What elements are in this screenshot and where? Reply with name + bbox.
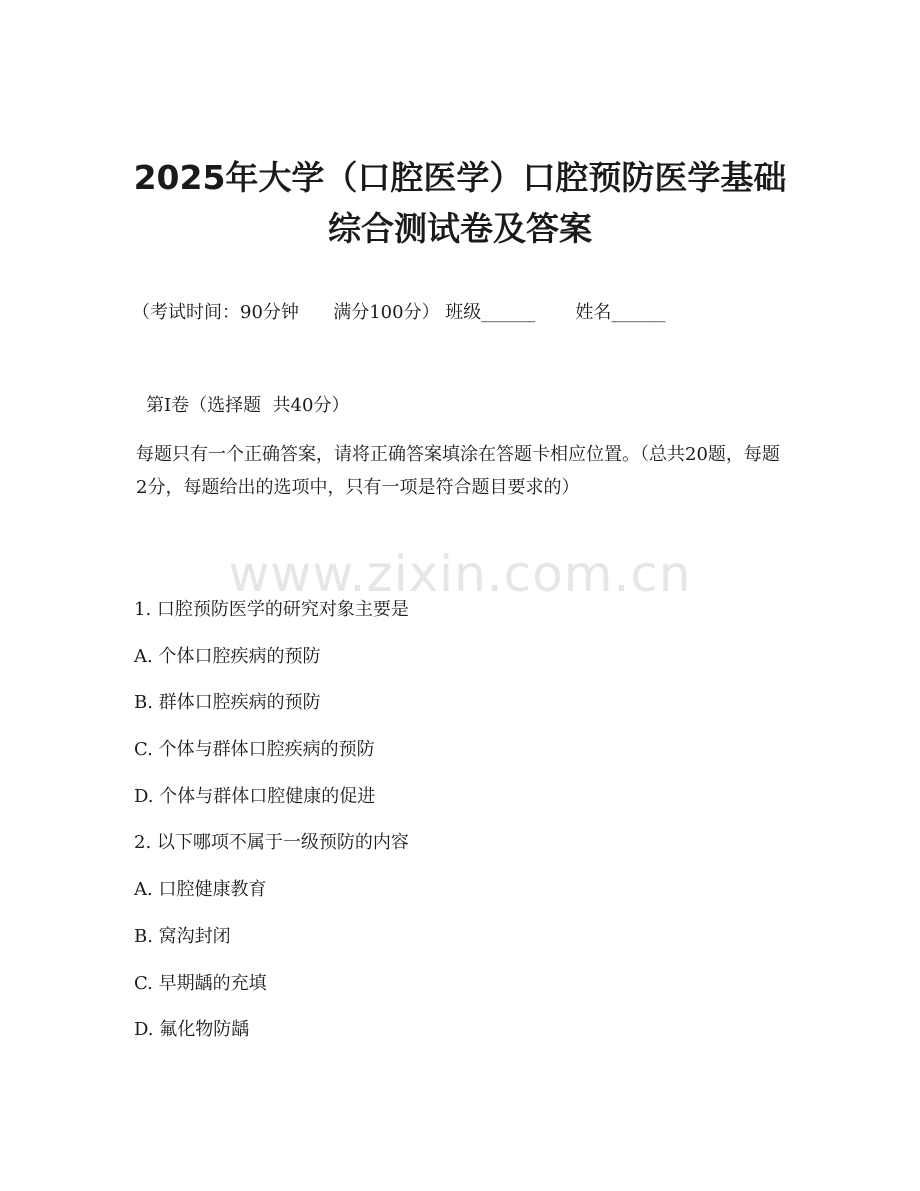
section-heading: 第I卷（选择题 共40分） <box>146 395 350 416</box>
question-1-option-c: C. 个体与群体口腔疾病的预防 <box>134 739 375 761</box>
question-2-option-d: D. 氟化物防龋 <box>134 1019 250 1041</box>
question-2-option-c: C. 早期龋的充填 <box>134 972 267 994</box>
watermark: www.zixin.com.cn <box>228 545 692 603</box>
instruction-text: 每题只有一个正确答案，请将正确答案填涂在答题卡相应位置。（总共20题，每题2分，每题给出的选项中，只有一项是符合题目要求的） <box>136 444 780 498</box>
question-1-option-d: D. 个体与群体口腔健康的促进 <box>134 785 376 807</box>
page-title-line-2: 综合测试卷及答案 <box>328 209 592 248</box>
question-2-stem: 2. 以下哪项不属于一级预防的内容 <box>134 832 409 854</box>
question-1-stem: 1. 口腔预防医学的研究对象主要是 <box>134 599 409 620</box>
question-2-option-a: A. 口腔健康教育 <box>134 879 267 901</box>
exam-info: （考试时间：90分钟 满分100分） 班级______ 姓名______ <box>132 302 666 323</box>
question-list <box>134 597 409 1064</box>
question-1-option-b: B. 群体口腔疾病的预防 <box>134 692 321 714</box>
question-1-option-a: A. 个体口腔疾病的预防 <box>134 645 321 667</box>
question-2-option-b: B. 窝沟封闭 <box>134 925 231 947</box>
page-title-line-1: 2025年大学（口腔医学）口腔预防医学基础 <box>133 158 787 197</box>
